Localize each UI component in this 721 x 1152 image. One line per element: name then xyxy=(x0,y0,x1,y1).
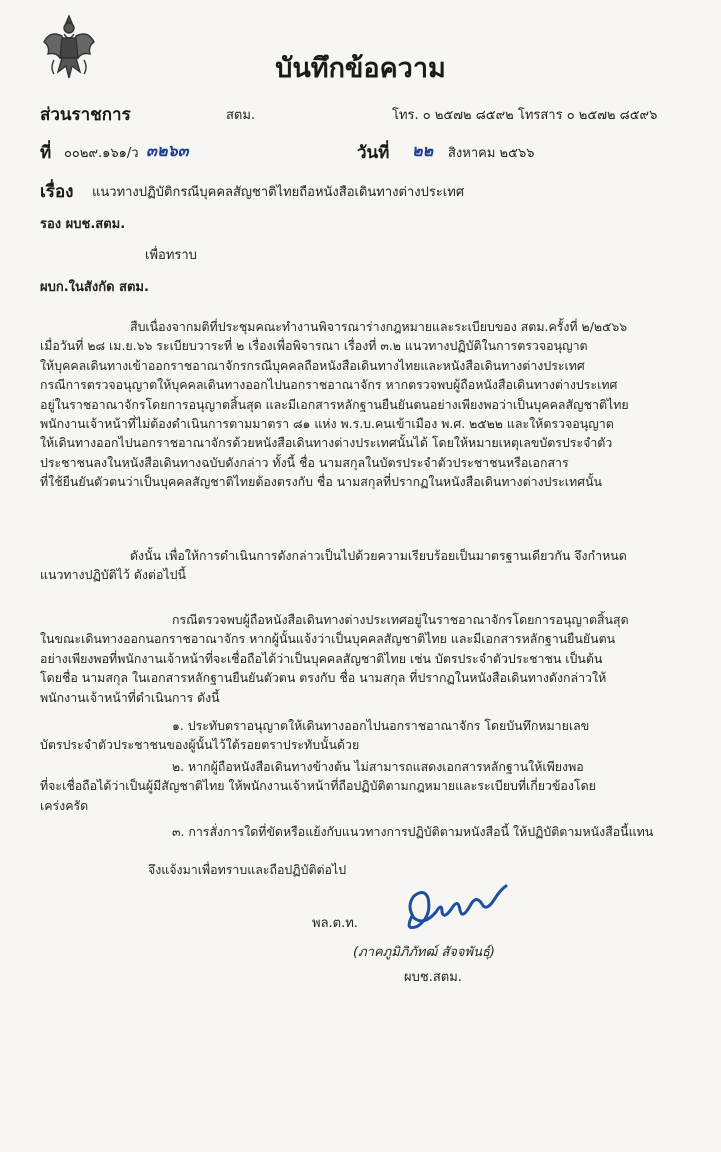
signatory-rank: พล.ต.ท. xyxy=(312,916,358,931)
text-line: ประชาชนลงในหนังสือเดินทางฉบับดังกล่าว ทั้งนี้ ชื่อ นามสกุลในบัตรประจำตัวประชาชนหรือเอกสาร xyxy=(40,454,569,470)
reference-label: ที่ xyxy=(40,143,52,163)
text-line: ในขณะเดินทางออกนอกราชอาณาจักร หากผู้นั้นแจ้งว่าเป็นบุคคลสัญชาติไทย และมีเอกสารหลักฐานยืนยันตน xyxy=(40,631,616,647)
text-line: อย่างเพียงพอที่พนักงานเจ้าหน้าที่จะเชื่อถือได้ว่าเป็นบุคคลสัญชาติไทย เช่น บัตรประจำตัวประชาชน เป็นต้น xyxy=(40,650,603,666)
department-label: ส่วนราชการ xyxy=(40,105,131,125)
recipient-primary: รอง ผบช.สตม. xyxy=(40,217,126,232)
text-line: ที่ใช้ยืนยันตัวตนว่าเป็นบุคคลสัญชาติไทยต้องตรงกับ ชื่อ นามสกุลที่ปรากฏในหนังสือเดินทางต่างประเทศนั้น xyxy=(40,474,603,490)
signatory-name: (ภาคภูมิภิภัทฒ์ สัจจพันธุ์) xyxy=(353,945,495,960)
subject-label: เรื่อง xyxy=(40,182,74,202)
text-line: ๑. ประทับตราอนุญาตให้เดินทางออกไปนอกราชอาณาจักร โดยบันทึกหมายเลข xyxy=(172,718,590,733)
text-line: เมื่อวันที่ ๒๘ เม.ย.๖๖ ระเบียบวาระที่ ๒ เรื่องเพื่อพิจารณา เรื่องที่ ๓.๒ แนวทางปฏิบัติในการตรวจอนุญาต xyxy=(40,338,588,354)
text-line: เคร่งครัด xyxy=(40,797,89,813)
paragraph-background xyxy=(40,317,629,492)
paragraph-case xyxy=(40,610,629,707)
recipient-secondary: ผบก.ในสังกัด สตม. xyxy=(40,280,149,295)
document-title: บันทึกข้อความ xyxy=(275,53,446,84)
date-day-handwritten: ๒๒ xyxy=(412,141,434,160)
phone-fax: โทร. ๐ ๒๕๗๒ ๘๕๙๒ โทรสาร ๐ ๒๕๗๒ ๘๕๙๖ xyxy=(392,108,658,123)
handwritten-signature xyxy=(402,876,510,936)
text-line: ให้บุคคลเดินทางเข้าออกราชอาณาจักรกรณีบุคคลถือหนังสือเดินทางไทยและหนังสือเดินทางต่างประเทศ xyxy=(40,357,585,373)
signatory-position: ผบช.สตม. xyxy=(404,970,462,985)
instruction-item-3 xyxy=(172,822,653,841)
text-line: พนักงานเจ้าหน้าที่ไม่ต้องดำเนินการตามมาตรา ๘๑ แห่ง พ.ร.บ.คนเข้าเมือง พ.ศ. ๒๕๒๒ และให้ตรวจอนุญาต xyxy=(40,416,614,432)
text-line: ให้เดินทางออกไปนอกราชอาณาจักรด้วยหนังสือเดินทางต่างประเทศนั้นได้ โดยให้หมายเหตุเลขบัตรประจำตัว xyxy=(40,435,613,451)
text-line: สืบเนื่องจากมติที่ประชุมคณะทำงานพิจารณาร่างกฎหมายและระเบียบของ สตม.ครั้งที่ ๒/๒๕๖๖ xyxy=(130,319,628,334)
closing-statement xyxy=(148,860,346,879)
for-information: เพื่อทราบ xyxy=(145,248,197,263)
subject-value: แนวทางปฏิบัติกรณีบุคคลสัญชาติไทยถือหนังสือเดินทางต่างประเทศ xyxy=(92,185,465,200)
text-line: พนักงานเจ้าหน้าที่ดำเนินการ ดังนี้ xyxy=(40,689,220,705)
reference-value: ๐๐๒๙.๑๖๑/ว xyxy=(64,146,139,161)
text-line: ที่จะเชื่อถือได้ว่าเป็นผู้มีสัญชาติไทย ให้พนักงานเจ้าหน้าที่ถือปฏิบัติตามกฎหมายและระเบียบที่เกี่ยวข้องโดย xyxy=(40,778,596,794)
text-line: บัตรประจำตัวประชาชนของผู้นั้นไว้ใต้รอยตราประทับนั้นด้วย xyxy=(40,737,360,753)
date-month-year: สิงหาคม ๒๕๖๖ xyxy=(448,146,535,161)
text-line: ดังนั้น เพื่อให้การดำเนินการดังกล่าวเป็นไปด้วยความเรียบร้อยเป็นมาตรฐานเดียวกัน จึงกำหนด xyxy=(130,548,627,563)
text-line: กรณีการตรวจอนุญาตให้บุคคลเดินทางออกไปนอกราชอาณาจักร หากตรวจพบผู้ถือหนังสือเดินทางต่างประเทศ xyxy=(40,377,618,393)
text-line: ๒. หากผู้ถือหนังสือเดินทางข้างต้น ไม่สามารถแสดงเอกสารหลักฐานให้เพียงพอ xyxy=(172,759,584,774)
department-value: สตม. xyxy=(226,108,256,123)
paragraph-therefore xyxy=(40,546,627,585)
text-line: ๓. การสั่งการใดที่ขัดหรือแย้งกับแนวทางการปฏิบัติตามหนังสือนี้ ให้ปฏิบัติตามหนังสือนี้แทน xyxy=(172,824,654,839)
text-line: อยู่ในราชอาณาจักรโดยการอนุญาตสิ้นสุด และมีเอกสารหลักฐานยืนยันตนอย่างเพียงพอว่าเป็นบุคคลสัญชาติไทย xyxy=(40,396,629,412)
text-line: กรณีตรวจพบผู้ถือหนังสือเดินทางต่างประเทศอยู่ในราชอาณาจักรโดยการอนุญาตสิ้นสุด xyxy=(172,612,629,627)
text-line: จึงแจ้งมาเพื่อทราบและถือปฏิบัติต่อไป xyxy=(148,862,347,877)
text-line: โดยชื่อ นามสกุล ในเอกสารหลักฐานยืนยันตัวตน ตรงกับ ชื่อ นามสกุล ที่ปรากฏในหนังสือเดินทางดังกล่าวให้ xyxy=(40,670,607,686)
instruction-item-1 xyxy=(40,716,589,755)
instruction-item-2 xyxy=(40,757,596,815)
date-label: วันที่ xyxy=(357,143,390,163)
text-line: แนวทางปฏิบัติไว้ ดังต่อไปนี้ xyxy=(40,567,186,583)
reference-number-handwritten: ๓๒๖๓ xyxy=(146,141,189,160)
